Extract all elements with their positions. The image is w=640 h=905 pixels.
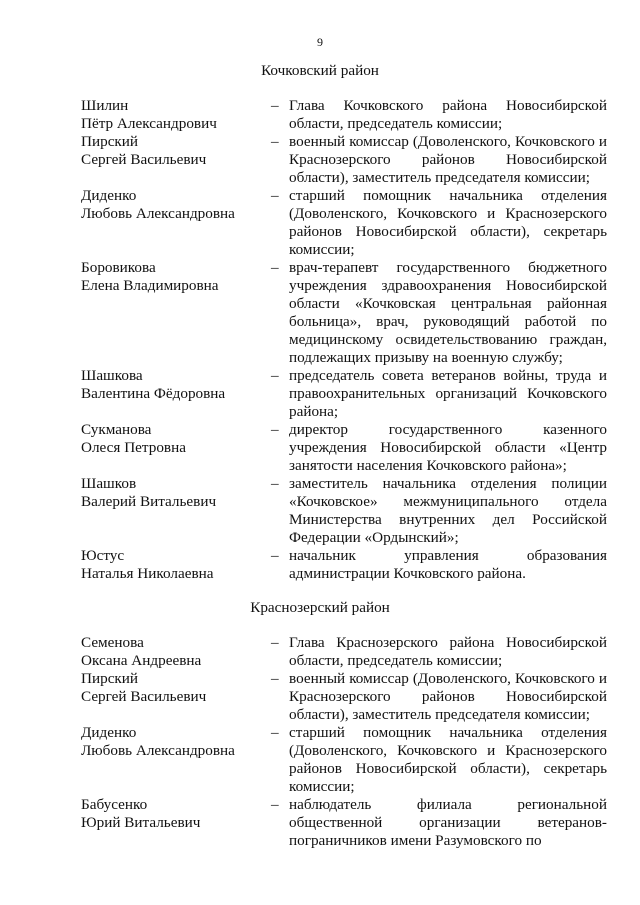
member-given-names: Наталья Николаевна (81, 565, 214, 582)
member-name (81, 367, 266, 403)
member-given-names: Елена Владимировна (81, 277, 219, 294)
member-role: председатель совета ветеранов войны, труда и правоохранительных организаций Кочковского района; (289, 367, 607, 420)
member-entry (0, 421, 640, 475)
member-entry (0, 187, 640, 259)
member-entry (0, 133, 640, 187)
dash-separator: – (271, 133, 279, 150)
member-role: Глава Краснозерского района Новосибирской области, председатель комиссии; (289, 634, 607, 669)
member-entry (0, 475, 640, 547)
members-list (0, 634, 640, 850)
member-given-names: Сергей Васильевич (81, 151, 207, 168)
member-role: начальник управления образования администрации Кочковского района. (289, 547, 607, 582)
member-surname: Боровикова (81, 259, 156, 276)
dash-separator: – (271, 547, 279, 564)
members-list (0, 97, 640, 583)
member-name (81, 547, 266, 583)
dash-separator: – (271, 796, 279, 813)
member-role: старший помощник начальника отделения (Доволенского, Кочковского и Краснозерского районов Новосибирской области), секретарь комиссии; (289, 187, 607, 258)
dash-separator: – (271, 421, 279, 438)
member-given-names: Сергей Васильевич (81, 688, 207, 705)
member-name (81, 421, 266, 457)
dash-separator: – (271, 187, 279, 204)
section-title: Краснозерский район (250, 599, 390, 616)
member-role: директор государственного казенного учреждения Новосибирской области «Центр занятости населения Кочковского района»; (289, 421, 607, 474)
member-surname: Пирский (81, 133, 139, 150)
member-surname: Шилин (81, 97, 129, 114)
member-entry (0, 259, 640, 367)
member-surname: Бабусенко (81, 796, 148, 813)
member-given-names: Валентина Фёдоровна (81, 385, 226, 402)
member-entry (0, 367, 640, 421)
member-given-names: Олеся Петровна (81, 439, 186, 456)
dash-separator: – (271, 97, 279, 114)
dash-separator: – (271, 367, 279, 384)
dash-separator: – (271, 634, 279, 651)
member-entry (0, 724, 640, 796)
member-name (81, 724, 266, 760)
member-given-names: Юрий Витальевич (81, 814, 201, 831)
member-role: врач-терапевт государственного бюджетного учреждения здравоохранения Новосибирской области «Кочковская центральная районная больница», врач, руководящий работой по медицинскому освидетельствованию граждан, подлежащих призыву на военную службу; (289, 259, 607, 366)
member-role: наблюдатель филиала региональной общественной организации ветеранов-пограничников имени Разумовского по (289, 796, 607, 849)
member-surname: Сукманова (81, 421, 152, 438)
member-name (81, 97, 266, 133)
dash-separator: – (271, 259, 279, 276)
member-surname: Диденко (81, 724, 137, 741)
member-role: заместитель начальника отделения полиции «Кочковское» межмуниципального отдела Министерства внутренних дел Российской Федерации «Ордынский»; (289, 475, 607, 546)
member-surname: Диденко (81, 187, 137, 204)
member-surname: Шашков (81, 475, 137, 492)
member-given-names: Валерий Витальевич (81, 493, 217, 510)
section-title: Кочковский район (261, 62, 379, 79)
member-entry (0, 547, 640, 583)
member-name (81, 133, 266, 169)
member-entry (0, 796, 640, 850)
member-given-names: Любовь Александровна (81, 742, 235, 759)
page-number: 9 (317, 35, 323, 49)
member-name (81, 187, 266, 223)
member-entry (0, 97, 640, 133)
member-role: Глава Кочковского района Новосибирской области, председатель комиссии; (289, 97, 607, 132)
member-name (81, 259, 266, 295)
member-role: военный комиссар (Доволенского, Кочковского и Краснозерского районов Новосибирской области), заместитель председателя комиссии; (289, 670, 607, 723)
member-surname: Шашкова (81, 367, 143, 384)
member-name (81, 796, 266, 832)
member-role: старший помощник начальника отделения (Доволенского, Кочковского и Краснозерского районов Новосибирской области), секретарь комиссии; (289, 724, 607, 795)
dash-separator: – (271, 475, 279, 492)
member-given-names: Любовь Александровна (81, 205, 235, 222)
member-name (81, 670, 266, 706)
member-entry (0, 670, 640, 724)
member-surname: Семенова (81, 634, 144, 651)
member-surname: Пирский (81, 670, 139, 687)
member-given-names: Пётр Александрович (81, 115, 217, 132)
dash-separator: – (271, 724, 279, 741)
member-entry (0, 634, 640, 670)
dash-separator: – (271, 670, 279, 687)
member-name (81, 475, 266, 511)
member-given-names: Оксана Андреевна (81, 652, 202, 669)
member-role: военный комиссар (Доволенского, Кочковского и Краснозерского районов Новосибирской области), заместитель председателя комиссии; (289, 133, 607, 186)
member-name (81, 634, 266, 670)
member-surname: Юстус (81, 547, 125, 564)
